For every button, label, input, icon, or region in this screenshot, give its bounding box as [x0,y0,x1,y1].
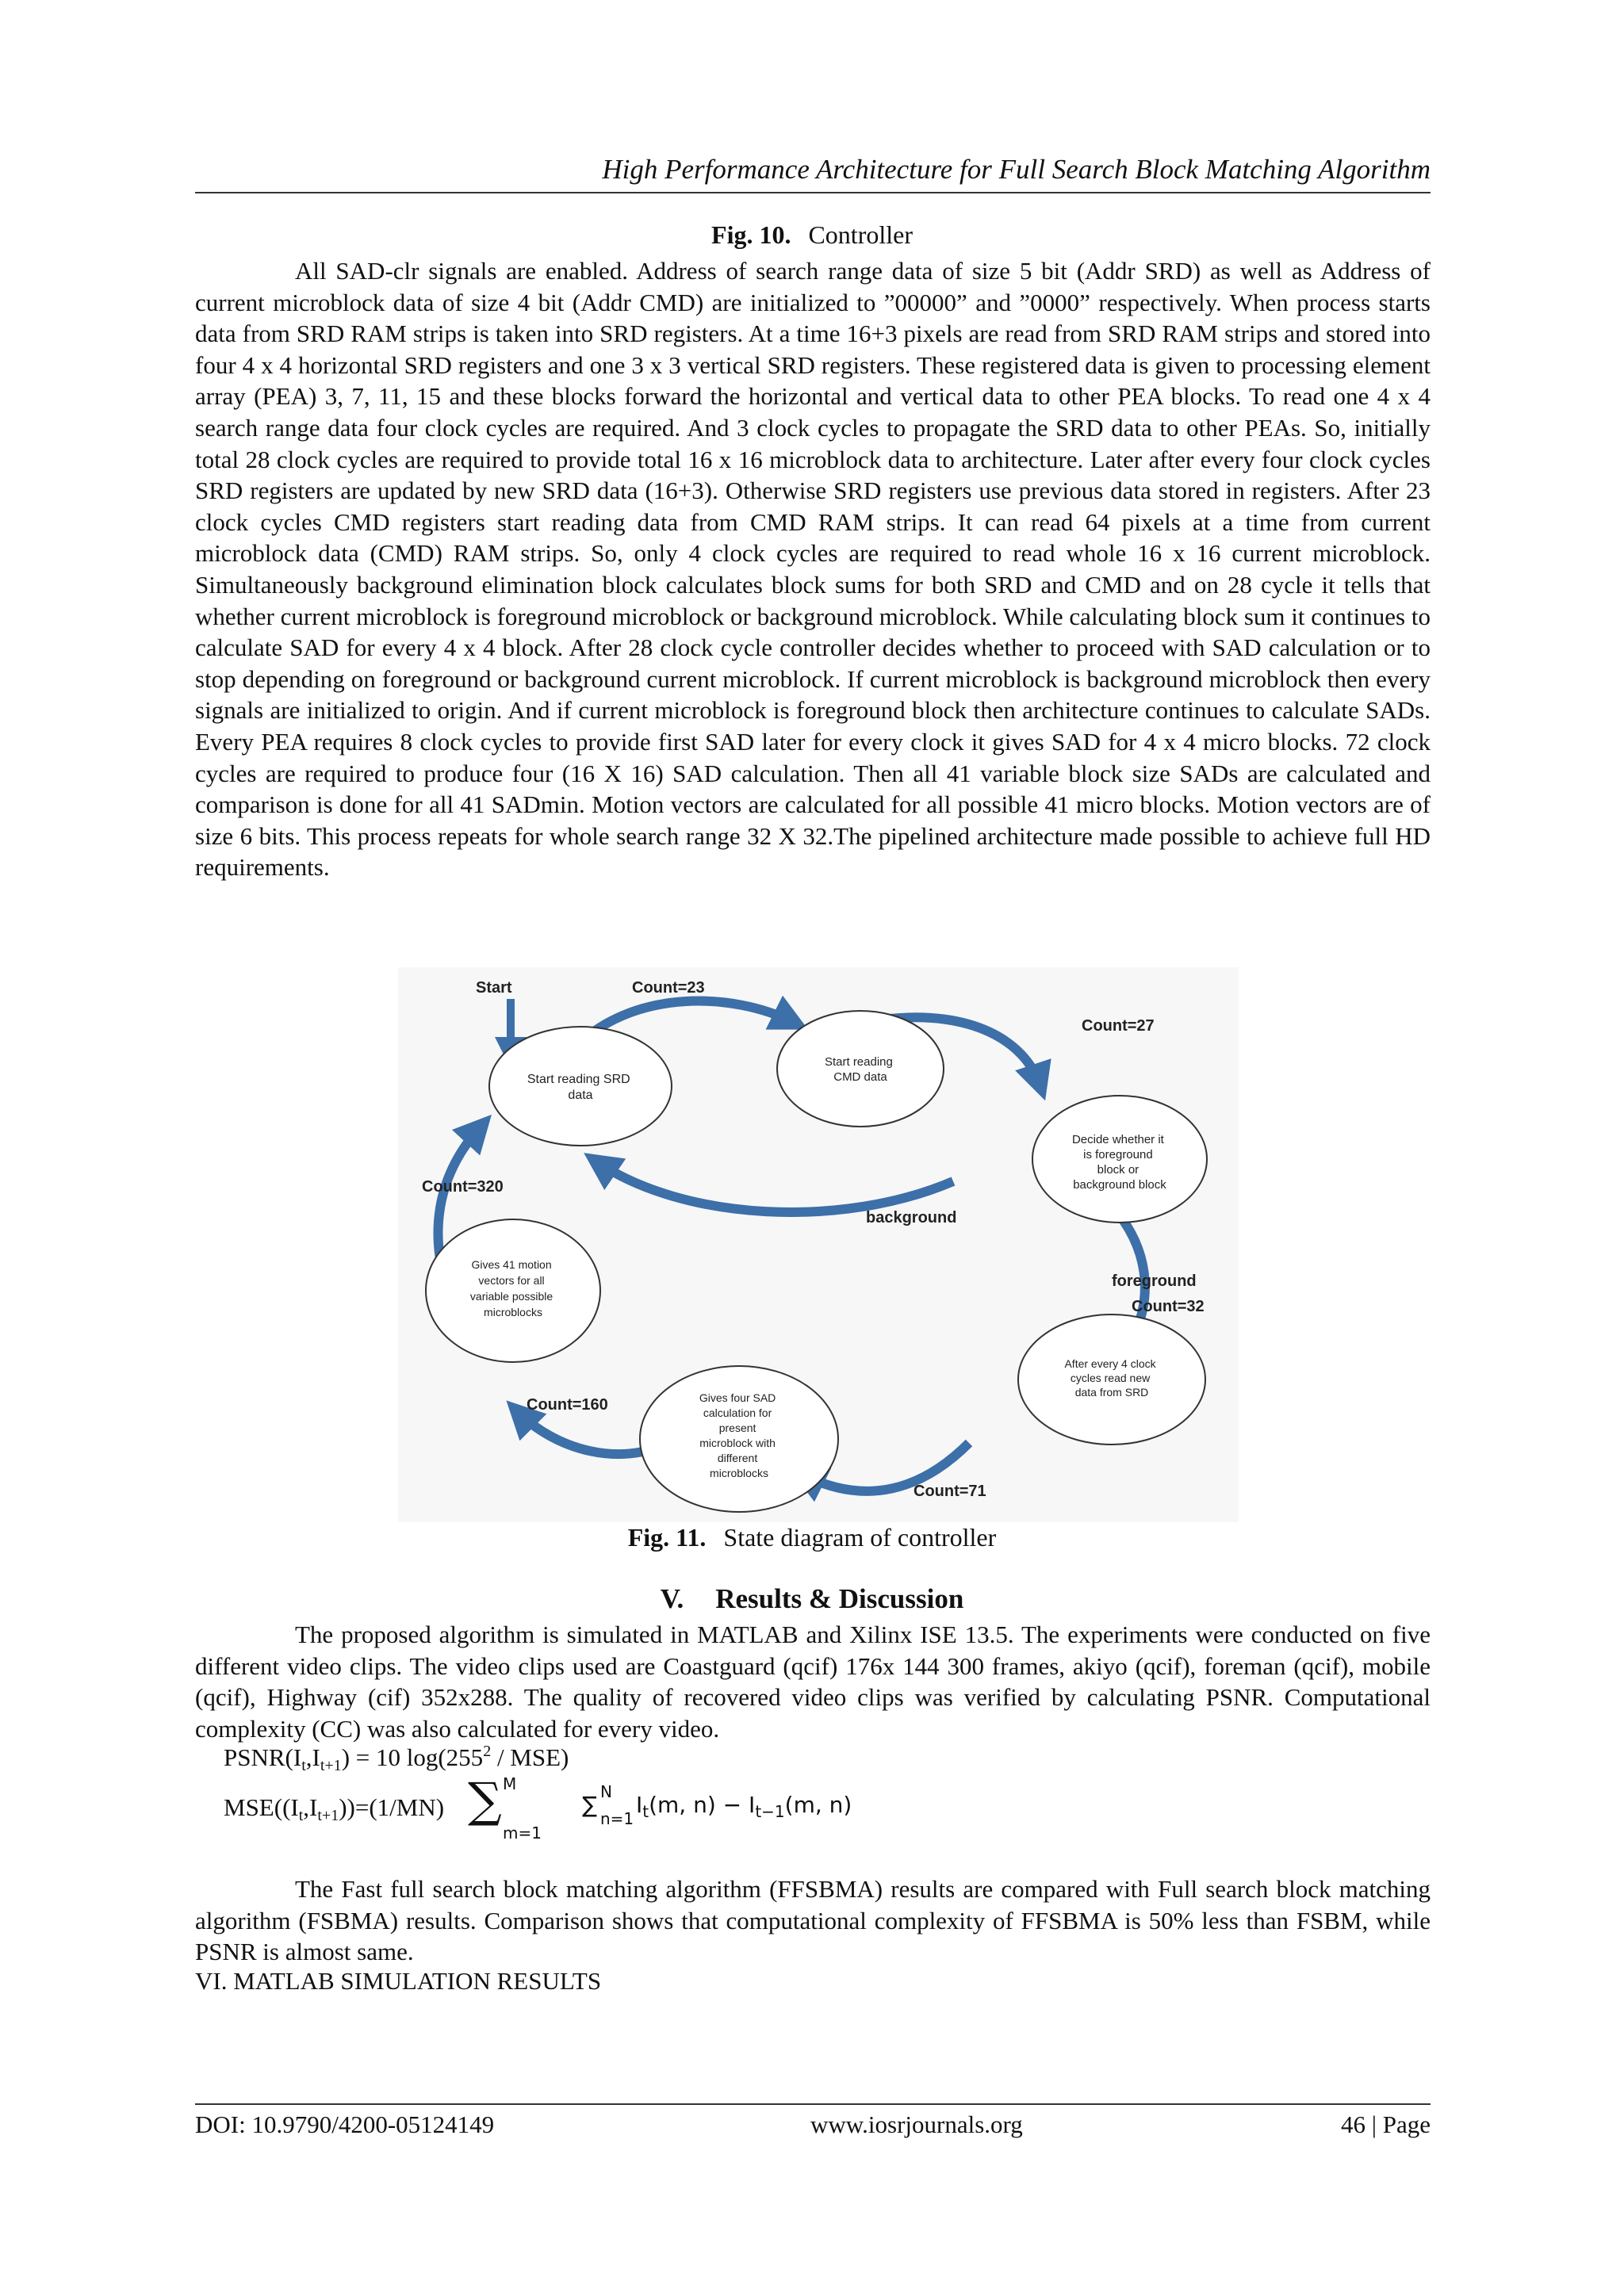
svg-text:After every 4 clock cy [1064,1357,1159,1399]
body-paragraph-results: The proposed algorithm is simulated in MATLAB and Xilinx ISE 13.5. The experiments were conducted on five different video clips. The video clips used are Coastguard (qcif) 176x 144 300 frames, akiyo (qcif), foreman (qcif), mobile (qcif), Highway (cif) 352x288. The quality of recovered video clips was verified by calculating PSNR. Computational complexity (CC) was also calculated for every video. [195,1621,1431,1743]
mse-formula [224,1774,937,1854]
psnr-sub-t: t [301,1757,306,1774]
state6-line4: microblocks [484,1306,542,1318]
state5-line6: microblocks [710,1467,768,1479]
state-diagram [398,967,1239,1522]
sum-upper-m: M [503,1774,517,1793]
state5-line2: calculation for [703,1406,772,1419]
body-paragraph-comparison: The Fast full search block matching algorithm (FFSBMA) results are compared with Full search block matching algorithm (FSBMA) results. Comparison shows that computational complexity of FFSBMA is 50% less than FSBM, while PSNR is almost same. [195,1875,1431,1966]
state4-line3: data from SRD [1074,1386,1149,1399]
state5-line3: present [718,1422,756,1434]
state4-line2: cycles read new [1070,1372,1151,1384]
state-read-new-srd [1018,1314,1205,1445]
state-four-sad [640,1366,838,1512]
psnr-square: 2 [483,1743,492,1760]
state2-line2: CMD data [833,1070,887,1084]
label-start: Start [476,979,512,997]
footer-rule [195,2103,1431,2105]
state-motion-vectors [426,1219,600,1362]
sum-symbol-n: ∑ [582,1792,597,1818]
state1-line1: Start reading SRD [527,1073,630,1086]
state3-line1: Decide whether it [1071,1133,1164,1146]
sum-lower-m: m=1 [503,1823,542,1843]
sum-symbol-m: ∑ [468,1773,502,1828]
footer-doi: DOI: 10.9790/4200-05124149 [195,2110,495,2138]
mse-expr-mid: (m, n) − I [649,1792,756,1818]
mse-prefix: MSE((I [224,1793,299,1821]
state6-line3: variable possible [469,1290,553,1303]
mse-expr-end: (m, n) [784,1792,852,1818]
state4-line1: After every 4 clock [1064,1357,1156,1370]
psnr-formula [224,1743,569,1775]
psnr-prefix: PSNR(I [224,1743,302,1771]
state-diagram-figure [398,967,1239,1522]
state5-line1: Gives four SAD [699,1391,776,1404]
state6-line2: vectors for all [478,1274,545,1287]
psnr-rest: ) = 10 log(255 [341,1743,484,1771]
label-count27: Count=27 [1082,1017,1155,1035]
section-vi-heading: VI. MATLAB SIMULATION RESULTS [195,1967,602,1995]
header-rule [195,192,1431,193]
body-paragraph-controller: All SAD-clr signals are enabled. Address of search range data of size 5 bit (Addr SRD) as well as Address of current microblock data of size 4 bit (Addr CMD) are initialized to ”00000” and ”0000” respectively. When process starts data from SRD RAM strips is taken into SRD registers. At a time 16+3 pixels are read from SRD RAM strips and stored into four 4 x 4 horizontal SRD registers and one 3 x 3 vertical SRD registers. These registered data is given to processing element array (PEA) 3, 7, 11, 15 and these blocks forward the horizontal and vertical data to other PEA blocks. To read one 4 x 4 search range data four clock cycles are required. And 3 clock cycles to propagate the SRD data to other PEAs. So, initially total 28 clock cycles are required to provide total 16 x 16 microblock data to architecture. Later after every four clock cycles SRD registers are updated by new SRD data (16+3). Otherwise SRD registers use previous data stored in registers. After 23 clock cycles CMD registers start reading data from CMD RAM strips. It can read 64 pixels at a time from current microblock data (CMD) RAM strips. So, only 4 clock cycles are required to read whole 16 x 16 current microblock. Simultaneously background elimination block calculates block sums for both SRD and CMD and on 28 cycle it tells that whether current microblock is foreground microblock or background microblock. While calculating block sum it continues to calculate SAD for every 4 x 4 block. After 28 clock cycle controller decides whether to proceed with SAD calculation or to stop depending on foreground or background current microblock. If current microblock is background microblock then every signals are initialized to origin. And if current microblock is foreground block then architecture continues to calculate SADs. Every PEA requires 8 clock cycles to provide first SAD later for every clock it gives SAD for 4 x 4 micro blocks. 72 clock cycles are required to produce four (16 X 16) SAD calculation. Then all 41 variable block size SADs are calculated and comparison is done for all 41 SADmin. Motion vectors are calculated for all possible 41 micro blocks. Motion vectors are of size 6 bits. This process repeats for whole search range 32 X 32.The pipelined architecture made possible to achieve full HD requirements. [195,257,1431,882]
fig11-text: State diagram of controller [723,1523,997,1552]
state3-line4: background block [1073,1178,1166,1192]
state-decide-foreground [1032,1096,1207,1223]
fig10-caption [0,220,1624,250]
mse-expr-i: I [636,1792,643,1818]
section-number: V. [660,1583,684,1614]
sum-upper-n: N [600,1782,612,1801]
mse-comma: ,I [303,1793,318,1821]
state5-line4: microblock with [699,1437,776,1449]
running-header: High Performance Architecture for Full Search Block Matching Algorithm [602,154,1431,185]
state6-line1: Gives 41 motion [471,1258,552,1271]
mse-sub-t1: t+1 [317,1807,339,1824]
fig11-label: Fig. 11. [627,1523,707,1552]
sum-lower-n: n=1 [600,1809,634,1828]
psnr-comma: ,I [305,1743,320,1771]
state2-line1: Start reading [824,1055,893,1069]
state3-line3: block or [1097,1163,1139,1177]
mse-sub-t: t [298,1807,304,1824]
footer-site: www.iosrjournals.org [810,2110,1023,2138]
state5-line5: different [717,1452,758,1464]
label-count23: Count=23 [632,979,705,997]
state-start-reading-srd [489,1027,672,1146]
mse-mid: ))=(1/MN) [339,1793,445,1821]
psnr-sub-t1: t+1 [320,1757,342,1774]
psnr-tail: / MSE) [491,1743,569,1771]
state-start-reading-cmd [777,1011,944,1127]
label-count160: Count=160 [527,1396,608,1414]
label-count71: Count=71 [914,1483,986,1500]
state3-line2: is foreground [1083,1148,1153,1161]
label-foreground: foreground [1112,1272,1197,1290]
fig10-text: Controller [808,220,913,249]
label-count32: Count=32 [1132,1298,1205,1315]
label-count320: Count=320 [422,1178,504,1196]
mse-expr-sub-t1: t−1 [755,1802,785,1821]
state1-line2: data [568,1089,593,1102]
fig10-label: Fig. 10. [711,220,791,249]
fig11-caption [0,1523,1624,1552]
section-heading-results [0,1583,1624,1615]
label-background: background [866,1209,957,1226]
section-title: Results & Discussion [715,1583,964,1614]
mse-expr-sub-t: t [642,1802,649,1821]
footer-page: 46 | Page [1341,2110,1431,2138]
